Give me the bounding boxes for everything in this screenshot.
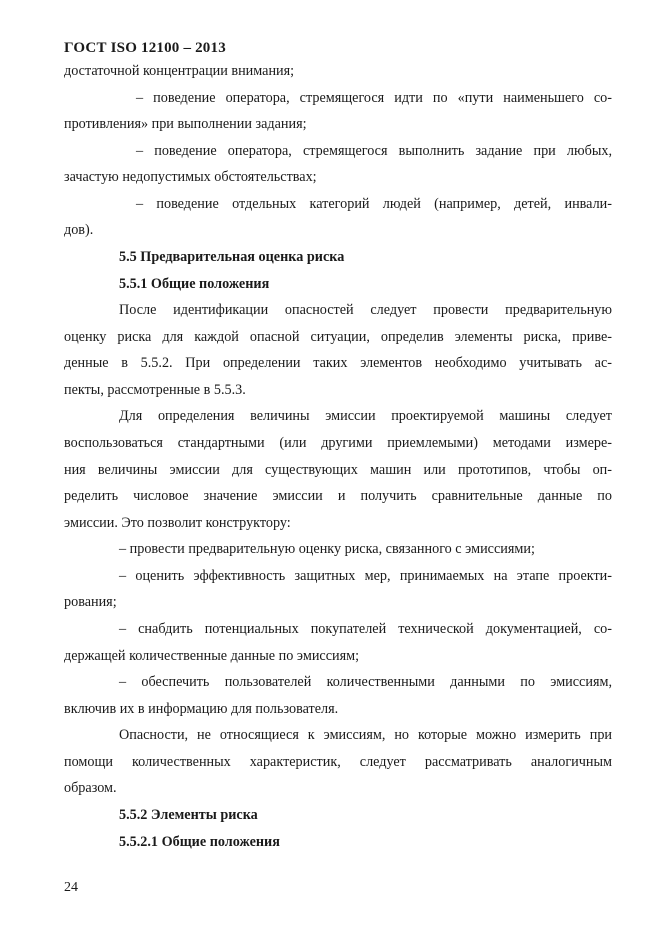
list-item-line: – обеспечить пользователей количественными данными по эмиссиям, (119, 674, 612, 690)
text-line: дов). (64, 222, 94, 238)
subsection-heading: 5.5.2.1 Общие положения (119, 834, 280, 850)
text-line: включив их в информацию для пользователя. (64, 701, 339, 717)
paragraph-line: эмиссии. Это позволит конструктору: (64, 515, 291, 531)
text-line: достаточной концентрации внимания; (64, 63, 295, 79)
paragraph-line: ределить числовое значение эмиссии и получить сравнительные данные по (64, 488, 612, 504)
paragraph-line: Для определения величины эмиссии проектируемой машины следует (119, 408, 612, 424)
list-item-line: – поведение отдельных категорий людей (например, детей, инвали- (136, 196, 612, 212)
list-item-line: – поведение оператора, стремящегося выполнить задание при любых, (136, 143, 612, 159)
text-line: рования; (64, 594, 117, 610)
paragraph-line: Опасности, не относящиеся к эмиссиям, но которые можно измерить при (119, 727, 612, 743)
text-line: зачастую недопустимых обстоятельствах; (64, 169, 317, 185)
document-header: ГОСТ ISO 12100 – 2013 (64, 40, 226, 56)
paragraph-line: денные в 5.5.2. При определении таких элементов необходимо учитывать ас- (64, 355, 612, 371)
paragraph-line: помощи количественных характеристик, следует рассматривать аналогичным (64, 754, 612, 770)
list-item-line: – оценить эффективность защитных мер, принимаемых на этапе проекти- (119, 568, 612, 584)
list-item-line: – снабдить потенциальных покупателей технической документацией, со- (119, 621, 612, 637)
list-item-line: – поведение оператора, стремящегося идти по «пути наименьшего со- (136, 90, 612, 106)
paragraph-line: После идентификации опасностей следует провести предварительную (119, 302, 612, 318)
paragraph-line: ния величины эмиссии для существующих машин или прототипов, чтобы оп- (64, 462, 612, 478)
page-number: 24 (64, 880, 78, 895)
list-item-line: – провести предварительную оценку риска, связанного с эмиссиями; (119, 541, 535, 557)
section-heading: 5.5 Предварительная оценка риска (119, 249, 345, 265)
subsection-heading: 5.5.2 Элементы риска (119, 807, 258, 823)
text-line: держащей количественные данные по эмиссиям; (64, 648, 360, 664)
paragraph-line: образом. (64, 780, 117, 796)
paragraph-line: оценку риска для каждой опасной ситуации, определив элементы риска, приве- (64, 329, 612, 345)
paragraph-line: пекты, рассмотренные в 5.5.3. (64, 382, 246, 398)
text-line: противления» при выполнении задания; (64, 116, 307, 132)
subsection-heading: 5.5.1 Общие положения (119, 276, 270, 292)
paragraph-line: воспользоваться стандартными (или другими приемлемыми) методами измере- (64, 435, 612, 451)
